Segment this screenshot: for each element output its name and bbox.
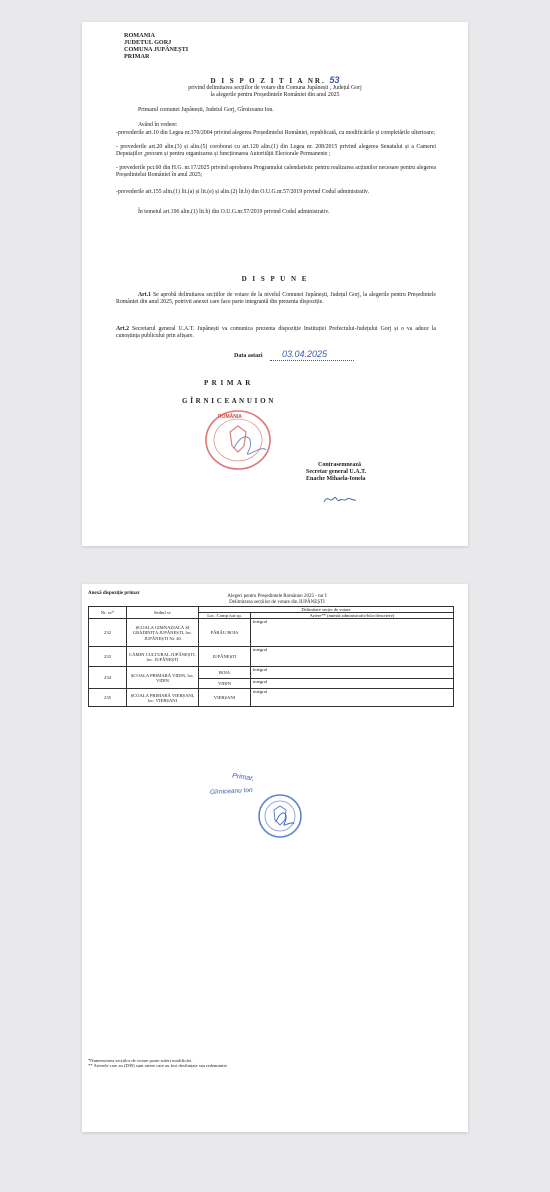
cell-nr: 234: [89, 667, 127, 689]
cell-sediu: ȘCOALA PRIMARĂ VIERȘANI, loc. VIERȘANI: [127, 689, 199, 707]
handwritten-title: Primar,: [231, 772, 255, 783]
col-header-nr: Nr. sv*: [89, 607, 127, 619]
issuer-header: [124, 32, 188, 60]
table-row: [89, 667, 454, 679]
annex-table: [88, 606, 454, 707]
countersign-line: Secretar general U.A.T.: [306, 469, 367, 475]
subtitle-line: la alegerile pentru Președintele României din anul 2025: [210, 92, 340, 98]
mayor-name: G Î R N I C E A N U I O N: [182, 397, 274, 405]
cell-loc: VIDIN: [199, 679, 251, 689]
title-prefix: D I S P O Z I T I A NR.: [210, 77, 326, 85]
countersign-block: [306, 462, 366, 483]
header-line: JUDETUL GORJ: [124, 39, 172, 46]
annex-title-line: Alegeri pentru Președintele României 2025 - tur I: [227, 594, 327, 599]
subtitle-line: privind delimitarea secțiilor de votare din Comuna Jupânești , Județul Gorj: [188, 85, 362, 91]
article-1-label: Art.1: [138, 292, 152, 298]
cell-nr: 232: [89, 619, 127, 647]
footnotes: [88, 1058, 228, 1068]
col-header-loc: Loc. Comp./sat sp.: [199, 613, 251, 619]
cell-loc: BOIA: [199, 667, 251, 679]
date-value: 03.04.2025: [282, 349, 328, 359]
document-page-2: [82, 584, 468, 1132]
table-row: [89, 647, 454, 667]
date-line: [270, 360, 354, 361]
cell-artere: integral: [251, 679, 454, 689]
header-line: COMUNA JUPÂNEȘTI: [124, 46, 189, 53]
consideration-item: -prevederile art.10 din Legea nr.370/2004 privind alegerea Președintelui României, republicată, cu modificările și completările ulterioare;: [116, 130, 436, 136]
cell-nr: 235: [89, 689, 127, 707]
document-page-1: [82, 22, 468, 546]
legal-basis: În temeiul art.196 alin.(1) lit.b) din O.U.G.nr.57/2019 privind Codul administrativ.: [138, 209, 330, 215]
article-1: [116, 292, 436, 306]
cell-loc: VIERȘANI: [199, 689, 251, 707]
dispune-heading: D I S P U N E: [241, 275, 309, 283]
cell-loc: JUPÂNEȘTI: [199, 647, 251, 667]
header-line: ROMANIA: [124, 32, 155, 39]
handwritten-name: Gîrniceanu Ion: [209, 786, 253, 797]
cell-artere: integral: [251, 689, 454, 707]
footnote: ** Arterele care au (D/R) sunt artere care au fost desființate sau redenumite.: [88, 1063, 228, 1069]
date-label: Data astazi: [234, 353, 263, 359]
col-header-delimitare: Delimitare secție de votare: [199, 607, 454, 613]
col-header-sediu: Sediul sv: [127, 607, 199, 619]
cell-artere: integral: [251, 647, 454, 667]
article-2: [116, 326, 436, 340]
footnote: *Numerotarea secțiilor de votare poate suferi modificări.: [88, 1058, 193, 1063]
cell-sediu: CĂMIN CULTURAL JUPÂNEȘTI, loc. JUPÂNEȘTI: [127, 647, 199, 667]
cell-loc: PÂRÂU BOIA: [199, 619, 251, 647]
annex-label: Anexă dispoziție primar: [88, 591, 140, 596]
annex-title-line: Delimitarea secțiilor de votare din JUPÂNEȘTI: [229, 599, 325, 605]
table-row: [89, 689, 454, 707]
consideration-item: - prevederile pct.60 din H.G. nr.17/2025 privind aprobarea Programului calendaristic pentru realizarea acțiunilor necesare pentru alegerea Președintelui României în anul 2025;: [116, 165, 436, 178]
secretary-signature: [322, 492, 362, 511]
countersign-line: Enache Mihaela-Ionela: [306, 476, 366, 482]
signature-icon: [322, 492, 362, 506]
article-2-label: Art.2: [116, 326, 130, 332]
table-row: [89, 619, 454, 647]
document-title: [82, 75, 468, 85]
primar-label: P R I M A R: [204, 379, 252, 387]
cell-sediu: ȘCOALA PRIMARĂ VIDIN, loc. VIDIN: [127, 667, 199, 689]
stamp-icon: [256, 792, 304, 840]
stamp-text: ROMÂNIA: [218, 414, 242, 420]
annex-title: [182, 594, 372, 605]
intro-paragraph: Primarul comunei Jupânești, Judetul Gorj, Gîrniceanu Ion.: [138, 107, 274, 113]
article-2-text: Secretarul general U.A.T. Jupânești va comunica prezenta dispoziție Instituției Prefectului-Județului Gorj și o va aduce la cunoștința publicului prin afișare.: [116, 326, 436, 339]
disposition-number: 53: [329, 75, 340, 85]
consideration-item: -prevederile art.155 alin.(1) lit.(a) și lit.(e) și alin.(2) lit.b) din O.U.G.nr.57/2019 privind Codul administrativ.: [116, 189, 370, 195]
header-line: PRIMAR: [124, 53, 150, 60]
article-1-text: Se aprobă delimitarea secțiilor de votare de la nivelul Comunei Jupânești, Județul Gorj, la alegerile pentru Președintele României din anul 2025, potrivit anexei care face parte integrantă din prezenta dispoziție.: [116, 292, 436, 305]
consideration-item: - prevederile art.20 alin.(3) și alin.(5) coroborat cu art.120 alin.(1) din Legea nr. 208/2015 privind alegerea Senatului și a Camerei Deputaților ,precum și pentru organizarea și funcționarea Autorității Electorale Permanente ;: [116, 144, 436, 157]
countersign-line: Contrasemnează: [318, 462, 361, 468]
document-subtitle: [142, 85, 408, 99]
annex-stamp: [256, 792, 304, 840]
cell-artere: integral: [251, 619, 454, 647]
cell-artere: integral: [251, 667, 454, 679]
col-header-artere: Artere** (număr administrativ/bloc/descriere): [251, 613, 454, 619]
cell-nr: 233: [89, 647, 127, 667]
official-stamp: [204, 408, 278, 472]
cell-sediu: ȘCOALA GIMNAZIALĂ ȘI GRĂDINIȚA JUPÂNEȘTI, loc. JUPÂNEȘTI Nr. 40: [127, 619, 199, 647]
having-in-view-label: Având în vedere:: [138, 122, 178, 128]
